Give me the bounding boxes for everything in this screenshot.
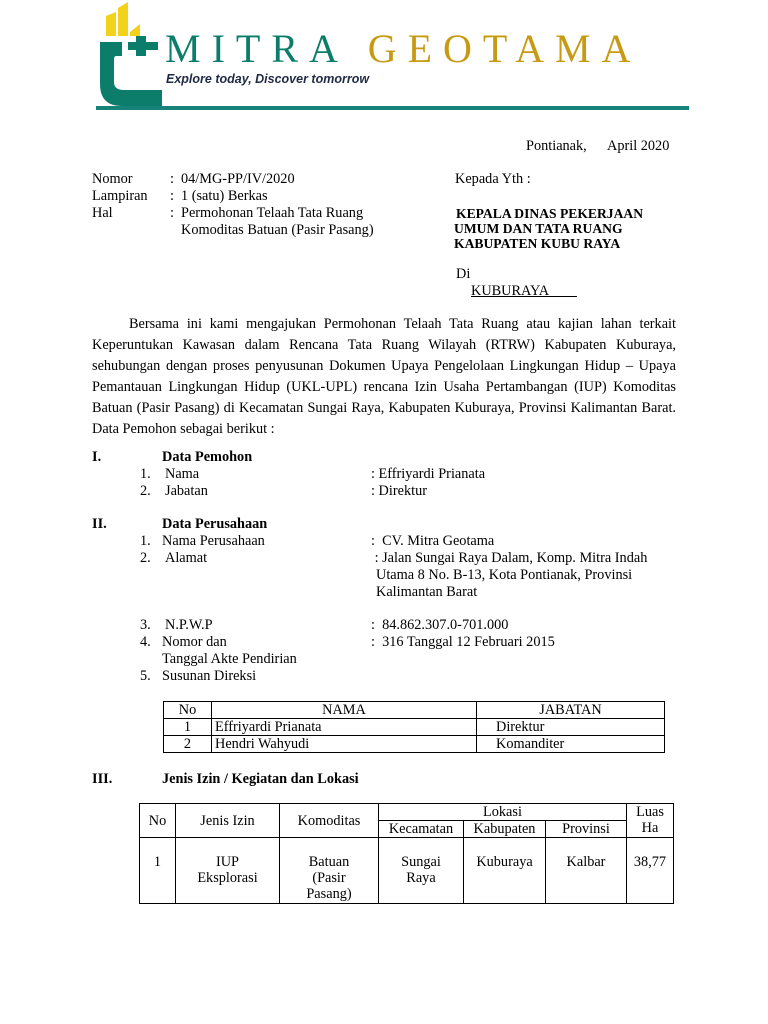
meta-label-nomor: Nomor bbox=[92, 171, 133, 187]
item-number: 1. bbox=[140, 533, 151, 549]
table-cell: Hendri Wahyudi bbox=[212, 736, 477, 753]
meta-value-hal-line2: Komoditas Batuan (Pasir Pasang) bbox=[181, 222, 374, 238]
table-header-cell: Jenis Izin bbox=[176, 804, 280, 838]
header-luas-line2: Ha bbox=[641, 820, 659, 836]
company-name-word1: MITRA bbox=[165, 26, 347, 71]
meta-sep: : bbox=[170, 205, 174, 221]
item-number: 1. bbox=[140, 466, 151, 482]
item-value-nama-perusahaan: : CV. Mitra Geotama bbox=[371, 533, 495, 549]
company-tagline: Explore today, Discover tomorrow bbox=[166, 72, 370, 86]
table-cell-komoditas bbox=[280, 838, 379, 904]
table-cell-kecamatan bbox=[379, 838, 464, 904]
item-label-akte-line2: Tanggal Akte Pendirian bbox=[162, 651, 297, 667]
section-number: II. bbox=[92, 516, 107, 532]
section-number: III. bbox=[92, 771, 113, 787]
cell-line: (Pasir bbox=[312, 870, 346, 886]
table-cell: Kalbar bbox=[546, 838, 627, 904]
table-header-row bbox=[140, 804, 674, 821]
company-name-word2: GEOTAMA bbox=[367, 26, 642, 71]
item-label-jabatan: Jabatan bbox=[165, 483, 208, 499]
section-title: Jenis Izin / Kegiatan dan Lokasi bbox=[162, 771, 359, 787]
table-header-cell: NAMA bbox=[212, 702, 477, 719]
item-label-nama-perusahaan: Nama Perusahaan bbox=[162, 533, 265, 549]
table-cell: 38,77 bbox=[627, 838, 674, 904]
item-value-jabatan: : Direktur bbox=[371, 483, 427, 499]
meta-value-lampiran: 1 (satu) Berkas bbox=[181, 188, 268, 204]
cell-line: Batuan bbox=[308, 854, 350, 870]
table-header-cell: No bbox=[164, 702, 212, 719]
table-cell: Effriyardi Prianata bbox=[212, 719, 477, 736]
item-number: 4. bbox=[140, 634, 151, 650]
section-number: I. bbox=[92, 449, 102, 465]
table-header-cell: Kecamatan bbox=[379, 821, 464, 838]
recipient-line-1: KEPALA DINAS PEKERJAAN bbox=[456, 206, 644, 221]
company-name bbox=[165, 26, 641, 72]
recipient-greeting: Kepada Yth : bbox=[455, 171, 531, 187]
cell-line: IUP bbox=[215, 854, 240, 870]
meta-label-hal: Hal bbox=[92, 205, 113, 221]
recipient-line-3: KABUPATEN KUBU RAYA bbox=[454, 236, 621, 251]
recipient-city: KUBURAYA bbox=[471, 283, 577, 299]
table-header-cell: Komoditas bbox=[280, 804, 379, 838]
item-value-alamat-line3: Kalimantan Barat bbox=[376, 584, 478, 600]
table-cell-jenis bbox=[176, 838, 280, 904]
table-header-cell-luas bbox=[627, 804, 674, 838]
item-value-npwp: : 84.862.307.0-701.000 bbox=[371, 617, 509, 633]
table-cell: Komanditer bbox=[477, 736, 665, 753]
table-cell: 2 bbox=[164, 736, 212, 753]
item-label-akte: Nomor dan bbox=[162, 634, 227, 650]
cell-line: Raya bbox=[406, 870, 436, 886]
table-header-cell: Lokasi bbox=[379, 804, 627, 821]
meta-sep: : bbox=[170, 171, 174, 187]
item-value-alamat-line2: Utama 8 No. B-13, Kota Pontianak, Provinsi bbox=[376, 567, 633, 583]
table-cell: Direktur bbox=[477, 719, 665, 736]
item-number: 3. bbox=[140, 617, 151, 633]
header-divider bbox=[96, 106, 689, 110]
table-cell: 1 bbox=[140, 838, 176, 904]
company-logo-icon bbox=[96, 2, 166, 110]
table-header-cell: No bbox=[140, 804, 176, 838]
item-number: 2. bbox=[140, 483, 151, 499]
item-label-npwp: N.P.W.P bbox=[165, 617, 213, 633]
item-label-susunan-direksi: Susunan Direksi bbox=[162, 668, 257, 684]
table-cell: 1 bbox=[164, 719, 212, 736]
meta-value-nomor: 04/MG-PP/IV/2020 bbox=[181, 171, 295, 187]
body-paragraph: Bersama ini kami mengajukan Permohonan Telaah Tata Ruang atau kajian lahan terkait Keperuntukan Kawasan dalam Rencana Tata Ruang Wilayah (RTRW) Kabupaten Kuburaya, sehubungan dengan proses penyusunan Dokumen Upaya Pengelolaan Lingkungan Hidup – Upaya Pemantauan Lingkungan Hidup (UKL-UPL) rencana Izin Usaha Pertambangan (IUP) Komoditas Batuan (Pasir Pasang) di Kecamatan Sungai Raya, Kabupaten Kuburaya, Provinsi Kalimantan Barat. Data Pemohon sebagai berikut : bbox=[92, 316, 676, 437]
letter-place: Pontianak, bbox=[526, 138, 587, 154]
table-header-cell: Provinsi bbox=[546, 821, 627, 838]
section-title: Data Perusahaan bbox=[162, 516, 268, 532]
table-row bbox=[164, 736, 665, 753]
table-header-row bbox=[164, 702, 665, 719]
item-value-akte: : 316 Tanggal 12 Februari 2015 bbox=[371, 634, 555, 650]
letter-date: April 2020 bbox=[607, 138, 670, 154]
cell-line: Pasang) bbox=[306, 886, 352, 902]
item-number: 2. bbox=[140, 550, 151, 566]
header-luas-line1: Luas bbox=[636, 804, 664, 820]
meta-value-hal: Permohonan Telaah Tata Ruang bbox=[181, 205, 364, 221]
table-header-cell: Kabupaten bbox=[464, 821, 546, 838]
table-header-cell: JABATAN bbox=[477, 702, 665, 719]
recipient-di: Di bbox=[456, 266, 471, 282]
item-label-alamat: Alamat bbox=[165, 550, 208, 566]
table-row bbox=[140, 838, 674, 904]
item-value-alamat: : Jalan Sungai Raya Dalam, Komp. Mitra Indah bbox=[371, 550, 648, 566]
meta-sep: : bbox=[170, 188, 174, 204]
table-cell: Kuburaya bbox=[464, 838, 546, 904]
meta-label-lampiran: Lampiran bbox=[92, 188, 148, 204]
item-label-nama: Nama bbox=[165, 466, 200, 482]
cell-line: Eksplorasi bbox=[197, 870, 258, 886]
item-value-nama: : Effriyardi Prianata bbox=[371, 466, 486, 482]
recipient-line-2: UMUM DAN TATA RUANG bbox=[454, 221, 623, 236]
direksi-table bbox=[163, 701, 665, 753]
section-title: Data Pemohon bbox=[162, 449, 253, 465]
izin-table bbox=[139, 803, 674, 904]
table-row bbox=[164, 719, 665, 736]
item-number: 5. bbox=[140, 668, 151, 684]
cell-line: Sungai bbox=[401, 854, 441, 870]
